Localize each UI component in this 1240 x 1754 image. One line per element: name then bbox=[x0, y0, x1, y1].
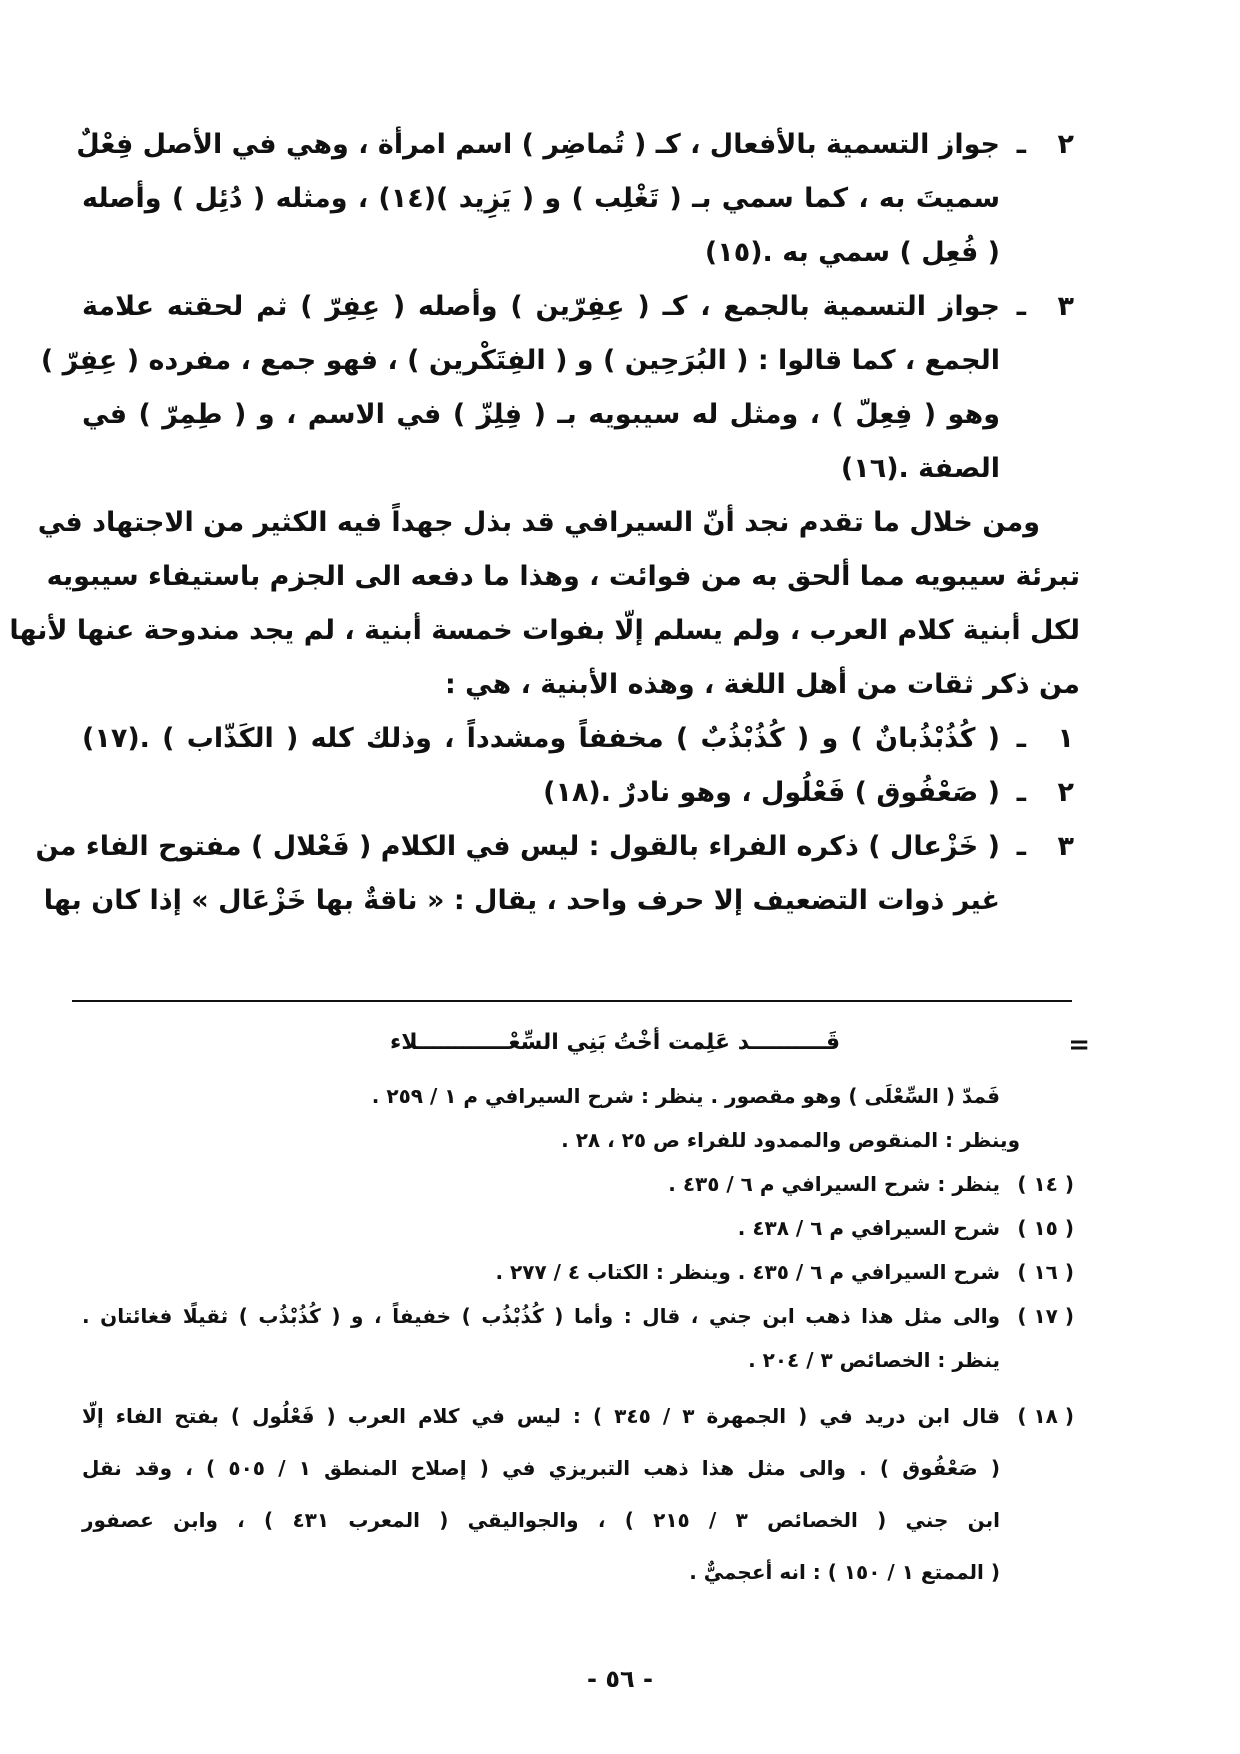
body-line: ( صَعْفُوق ) فَعْلُول ، وهو نادرٌ .(١٨) bbox=[543, 777, 1000, 808]
body-line: الصفة .(١٦) bbox=[840, 453, 1000, 484]
footnote-line: قال ابن دريد في ( الجمهرة ٣ / ٣٤٥ ) : ليس في كلام العرب ( فَعْلُول ) بفتح الفاء إلّا bbox=[82, 1404, 1001, 1428]
footnote-line: فَمدّ ( السِّعْلَى ) وهو مقصور . ينظر : شرح السيرافي م ١ / ٢٥٩ . bbox=[371, 1084, 1000, 1108]
item-number: ٢ bbox=[1057, 129, 1074, 160]
body-line: غير ذوات التضعيف إلا حرف واحد ، يقال : « ناقةٌ بها خَزْعَال » إذا كان بها bbox=[43, 885, 1000, 916]
footnote-line: وينظر : المنقوص والممدود للفراء ص ٢٥ ، ٢٨ . bbox=[561, 1128, 1020, 1152]
footnote-line: ( صَعْفُوق ) . والى مثل هذا ذهب التبريزي في ( إصلاح المنطق ١ / ٥٠٥ ) ، وقد نقل bbox=[82, 1456, 1001, 1480]
item-number: ١ bbox=[1057, 723, 1074, 754]
footnote-line: ابن جني ( الخصائص ٣ / ٢١٥ ) ، والجواليقي ( المعرب ٤٣١ ) ، وابن عصفور bbox=[82, 1508, 1001, 1532]
footnote-separator bbox=[72, 1000, 1072, 1002]
paragraph-line: من ذكر ثقات من أهل اللغة ، وهذه الأبنية ، هي : bbox=[444, 669, 1080, 700]
body-line: الجمع ، كما قالوا : ( البُرَحِين ) و ( الفِتَكْرين ) ، فهو جمع ، مفرده ( عِفِرّ ) bbox=[40, 345, 1000, 376]
item-dash: ـ bbox=[1016, 291, 1026, 322]
body-line: ( فُعِل ) سمي به .(١٥) bbox=[704, 237, 1000, 268]
footnote-number: ( ١٥ ) bbox=[1017, 1216, 1074, 1240]
footnote-line: ينظر : الخصائص ٣ / ٢٠٤ . bbox=[748, 1348, 1000, 1372]
footnote-line: شرح السيرافي م ٦ / ٤٣٥ . وينظر : الكتاب ٤ / ٢٧٧ . bbox=[495, 1260, 1000, 1284]
paragraph-line: ومن خلال ما تقدم نجد أنّ السيرافي قد بذل جهداً فيه الكثير من الاجتهاد في bbox=[37, 507, 1040, 538]
footnote-number: ( ١٤ ) bbox=[1017, 1172, 1074, 1196]
footnote-line: شرح السيرافي م ٦ / ٤٣٨ . bbox=[737, 1216, 1000, 1240]
body-line: ( خَزْعال ) ذكره الفراء بالقول : ليس في الكلام ( فَعْلال ) مفتوح الفاء من bbox=[35, 831, 1000, 862]
paragraph-line: لكل أبنية كلام العرب ، ولم يسلم إلّا بفوات خمسة أبنية ، لم يجد مندوحة عنها لأنها bbox=[9, 615, 1080, 646]
item-dash: ـ bbox=[1016, 831, 1026, 862]
item-dash: ـ bbox=[1016, 777, 1026, 808]
item-number: ٣ bbox=[1057, 831, 1074, 862]
body-line: ( كُذُبْذُبانٌ ) و ( كُذُبْذُبٌ ) مخففاً ومشدداً ، وذلك كله ( الكَذّاب ) .(١٧) bbox=[82, 723, 1000, 754]
footnote-number: ( ١٨ ) bbox=[1017, 1404, 1074, 1428]
paragraph-line: تبرئة سيبويه مما ألحق به من فوائت ، وهذا ما دفعه الى الجزم باستيفاء سيبويه bbox=[46, 561, 1080, 592]
poem-verse: قَــــــــــد عَلِمت أخْتُ بَنِي السِّعْــــــــــــلاء bbox=[390, 1030, 840, 1055]
footnote-number: ( ١٧ ) bbox=[1017, 1304, 1074, 1328]
footnote-line: ينظر : شرح السيرافي م ٦ / ٤٣٥ . bbox=[668, 1172, 1000, 1196]
continuation-marker: = bbox=[1068, 1030, 1090, 1060]
page-number: - ٥٦ - bbox=[587, 1665, 653, 1693]
item-number: ٣ bbox=[1057, 291, 1074, 322]
body-line: جواز التسمية بالأفعال ، كـ ( تُماضِر ) اسم امرأة ، وهي في الأصل فِعْلٌ bbox=[76, 129, 1000, 160]
item-dash: ـ bbox=[1016, 129, 1026, 160]
body-line: جواز التسمية بالجمع ، كـ ( عِفِرّين ) وأصله ( عِفِرّ ) ثم لحقته علامة bbox=[82, 291, 1000, 322]
body-line: وهو ( فِعِلّ ) ، ومثل له سيبويه بـ ( فِلِزّ ) في الاسم ، و ( طِمِرّ ) في bbox=[82, 399, 1000, 430]
item-number: ٢ bbox=[1057, 777, 1074, 808]
footnote-line: والى مثل هذا ذهب ابن جني ، قال : وأما ( كُذُبْذُب ) خفيفاً ، و ( كُذُبْذُب ) ثقيلًا فغائتان . bbox=[82, 1304, 1000, 1328]
item-dash: ـ bbox=[1016, 723, 1026, 754]
footnote-number: ( ١٦ ) bbox=[1017, 1260, 1074, 1284]
footnote-line: ( الممتع ١ / ١٥٠ ) : انه أعجميٌّ . bbox=[689, 1560, 1000, 1584]
body-line: سميتَ به ، كما سمي بـ ( تَغْلِب ) و ( يَزِيد )(١٤) ، ومثله ( دُئِل ) وأصله bbox=[82, 183, 1001, 214]
